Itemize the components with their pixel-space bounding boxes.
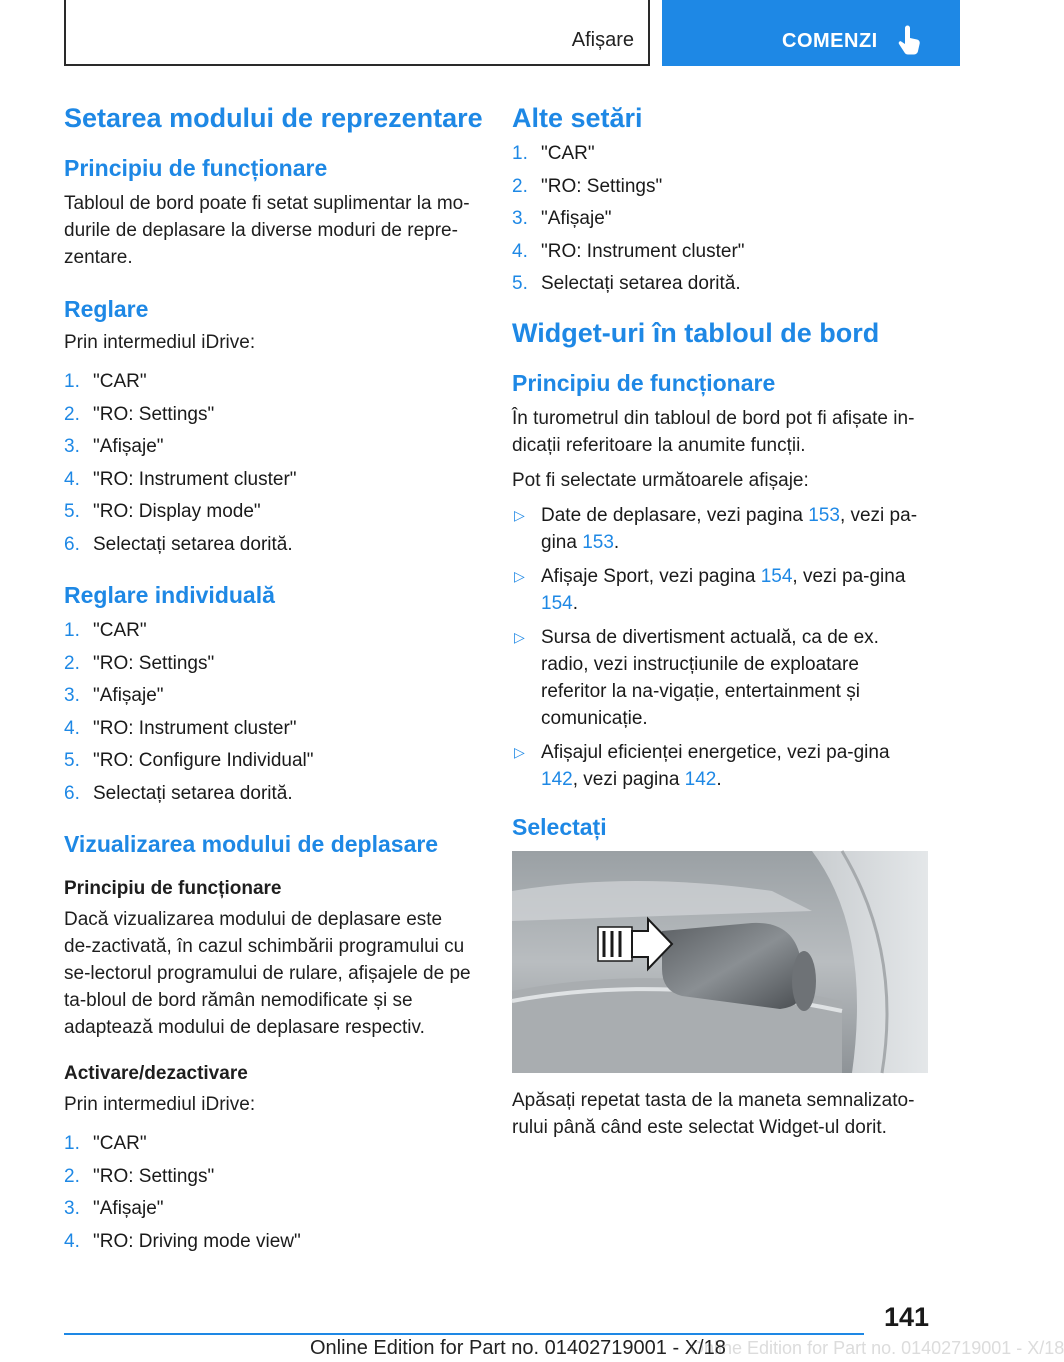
steps-list-driving-mode — [64, 1128, 484, 1258]
header-chapter-label: COMENZI — [782, 30, 878, 52]
bullet-triangle-icon: ▷ — [514, 743, 525, 760]
footer-edition: Online Edition for Part no. 01402719001 - X/18 — [310, 1337, 726, 1359]
idrive-intro: Prin intermediul iDrive: — [64, 332, 256, 353]
idrive-intro-2: Prin intermediul iDrive: — [64, 1094, 256, 1115]
list-item: 1. "CAR" — [64, 620, 147, 641]
page-number: 141 — [884, 1302, 930, 1332]
widget-text: În turometrul din tabloul de bord pot fi afișate in-dicații referitoare la anumite funcții. — [512, 407, 915, 456]
principle-text: Tabloul de bord poate fi setat suplimentar la mo-durile de deplasare la diverse moduri de repre-zentare. — [64, 193, 470, 268]
driving-mode-text: Dacă vizualizarea modului de deplasare este de-zactivată, în cazul schimbării programului cu se-lectorul programului de rulare, afișajele de pe ta-bloul de bord rămân nemodificate și se adaptează modului de deplasare respectiv. — [64, 909, 471, 1038]
heading-reglare: Reglare — [64, 296, 149, 322]
turn-signal-lever-illustration — [512, 851, 928, 1073]
heading-reglare-individuala: Reglare individuală — [64, 582, 275, 608]
section-title-display-mode: Setarea modului de reprezentare — [64, 103, 483, 133]
subheading-activation: Activare/dezactivare — [64, 1063, 248, 1084]
widget-options-list — [512, 502, 928, 793]
heading-widget-principle: Principiu de funcționare — [512, 369, 776, 396]
list-item: 5. Selectați setarea dorită. — [512, 273, 741, 294]
subheading-principle: Principiu de funcționare — [64, 878, 282, 899]
header-chapter-tab[interactable] — [662, 0, 960, 66]
bullet-triangle-icon: ▷ — [514, 567, 525, 584]
list-item: 4. "RO: Instrument cluster" — [64, 468, 297, 490]
page-link[interactable]: 154 — [760, 565, 793, 587]
list-item: 3. "Afișaje" — [64, 1198, 164, 1219]
list-item: 1. "CAR" — [64, 1133, 147, 1154]
footer-divider — [64, 1333, 864, 1335]
page-link[interactable]: 142 — [541, 768, 573, 790]
list-item: 3. "Afișaje" — [64, 685, 164, 706]
steps-list-other — [512, 138, 932, 301]
list-item: 4. "RO: Instrument cluster" — [512, 240, 745, 262]
page-link[interactable]: 153 — [808, 504, 840, 526]
list-item: ▷ Afișajul eficienței energetice, vezi pa-gina 142, vezi pagina 142. — [512, 739, 928, 793]
list-item: 1. "CAR" — [64, 371, 147, 392]
list-item: 2. "RO: Settings" — [512, 175, 663, 197]
footer-watermark: Online Edition for Part no. 01402719001 - X/18 — [690, 1338, 1064, 1358]
header-section-label: Afișare — [571, 29, 634, 51]
widget-intro: Pot fi selectate următoarele afișaje: — [512, 469, 809, 491]
list-item: ▷ Date de deplasare, vezi pagina 153, vezi pa-gina 153. — [512, 502, 928, 556]
list-item: 4. "RO: Instrument cluster" — [64, 717, 297, 739]
bullet-triangle-icon: ▷ — [514, 628, 525, 645]
pointing-hand-icon — [896, 26, 922, 56]
steps-list-individual — [64, 615, 484, 810]
page-link[interactable]: 154 — [541, 592, 573, 614]
list-item: ▷ Afișaje Sport, vezi pagina 154, vezi pa-gina 154. — [512, 563, 928, 617]
list-item: ▷ Sursa de divertisment actuală, ca de ex. radio, vezi instrucțiunile de exploatare referitor la na-vigație, entertainment și comunicație. — [512, 624, 928, 732]
list-item: 3. "Afișaje" — [64, 436, 164, 457]
list-item: 4. "RO: Driving mode view" — [64, 1230, 301, 1252]
heading-select: Selectați — [512, 813, 607, 840]
select-instruction-text: Apăsați repetat tasta de la maneta semnalizato-rului până când este selectat Widget-ul dorit. — [512, 1089, 915, 1138]
heading-widgets: Widget-uri în tabloul de bord — [512, 317, 880, 348]
list-item: 6. Selectați setarea dorită. — [64, 533, 293, 555]
heading-other-settings: Alte setări — [512, 103, 643, 133]
list-item: 1. "CAR" — [512, 143, 595, 164]
left-column — [64, 100, 484, 1258]
page-link[interactable]: 142 — [684, 768, 717, 790]
list-item: 3. "Afișaje" — [512, 208, 612, 229]
page-link[interactable]: 153 — [582, 531, 614, 553]
heading-principle: Principiu de funcționare — [64, 155, 328, 181]
list-item: 5. "RO: Display mode" — [64, 501, 261, 522]
right-column — [512, 100, 932, 1141]
list-item: 5. "RO: Configure Individual" — [64, 750, 314, 771]
header-section-tab — [64, 0, 650, 66]
bullet-triangle-icon: ▷ — [514, 506, 525, 523]
list-item: 2. "RO: Settings" — [64, 403, 215, 425]
heading-driving-mode-view: Vizualizarea modului de deplasare — [64, 831, 439, 857]
steps-list-reglare — [64, 366, 484, 561]
list-item: 2. "RO: Settings" — [64, 652, 215, 674]
list-item: 6. Selectați setarea dorită. — [64, 782, 293, 804]
list-item: 2. "RO: Settings" — [64, 1165, 215, 1187]
